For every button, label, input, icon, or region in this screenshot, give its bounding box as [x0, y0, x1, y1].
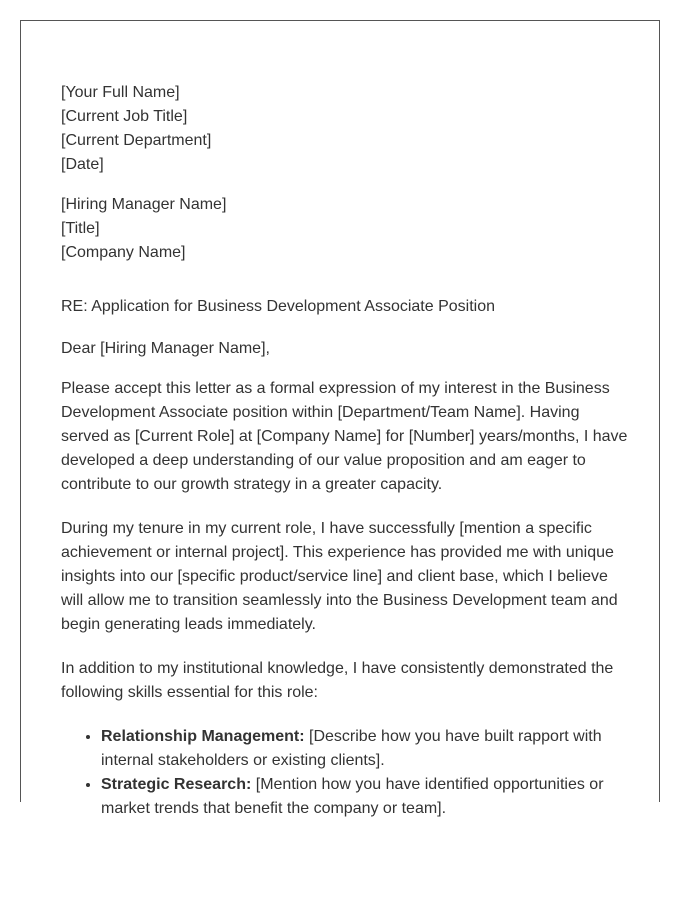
skill-title: Relationship Management: [101, 728, 305, 745]
subject-line: RE: Application for Business Development Associate Position [61, 298, 496, 315]
recipient-block [61, 193, 631, 265]
sender-full-name: [Your Full Name] [61, 84, 180, 101]
skill-description: [Describe how you have built rapport with internal stakeholders or existing clients]. [101, 728, 602, 769]
letter-date: [Date] [61, 156, 104, 173]
skills-list [61, 725, 631, 821]
sender-block [61, 81, 631, 177]
recipient-company: [Company Name] [61, 244, 186, 261]
paragraph-achievement: During my tenure in my current role, I have successfully [mention a specific achievement or internal project]. This experience has provided me with unique insights into our [specific product/service line] and client base, which I believe will allow me to transition seamlessly into the Business Development team and begin generating leads immediately. [61, 520, 618, 633]
paragraph-skills-intro: In addition to my institutional knowledge, I have consistently demonstrated the following skills essential for this role: [61, 660, 614, 701]
sender-department: [Current Department] [61, 132, 212, 149]
paragraph-intro: Please accept this letter as a formal expression of my interest in the Business Development Associate position within [Department/Team Name]. Having served as [Current Role] at [Company Name] for [Number] years/months, I have developed a deep understanding of our value proposition and am eager to contribute to our growth strategy in a greater capacity. [61, 380, 628, 493]
list-item [101, 773, 631, 821]
sender-job-title: [Current Job Title] [61, 108, 188, 125]
recipient-name: [Hiring Manager Name] [61, 196, 227, 213]
recipient-title: [Title] [61, 220, 100, 237]
skill-description: [Mention how you have identified opportunities or market trends that benefit the company or team]. [101, 776, 604, 817]
letter-body [61, 81, 631, 821]
list-item [101, 725, 631, 773]
letter-page [20, 20, 660, 817]
salutation: Dear [Hiring Manager Name], [61, 340, 270, 357]
skill-title: Strategic Research: [101, 776, 252, 793]
